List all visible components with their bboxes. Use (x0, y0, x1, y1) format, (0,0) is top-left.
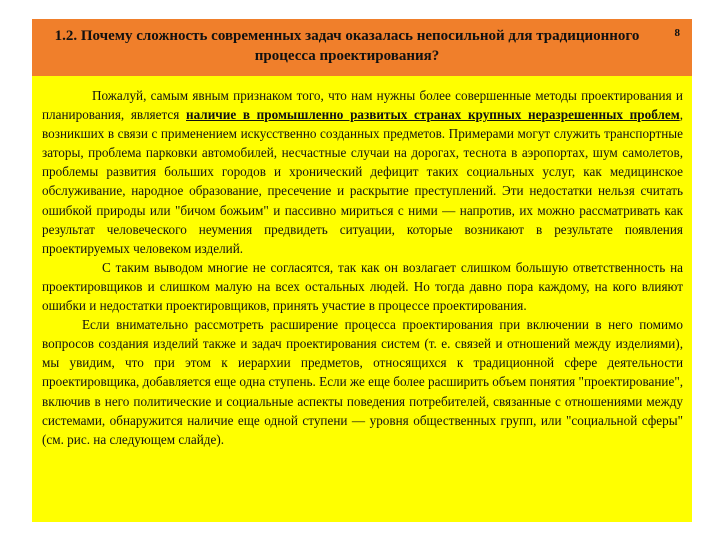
body-text-box (32, 76, 692, 522)
paragraph-1-start: Пожалуй, самым явным признаком того, что нам нужны более совершенные методы проектирования и планирования, является (42, 88, 683, 123)
paragraph-1-end: , возникших в связи с применением искусственно созданных предметов. Примерами могут служить транспортные заторы, проблема парковки автомобилей, несчастные случаи на дорогах, теснота в аэропортах, шум самолетов, проблемы развития больших городов и хронический дефицит таких социальных услуг, как медицинское обслуживание, народное образование, пресечение и раскрытие преступлений. Эти недостатки нельзя считать ошибкой природы или "бичом божьим" и пассивно мириться с ними — напротив, их можно рассматривать как результат человеческого неумения предвидеть ситуации, которые возникают в результате появления проектируемых человеком изделий. (42, 107, 683, 256)
title-bar (32, 19, 692, 76)
paragraph-3: Если внимательно рассмотреть расширение процесса проектирования при включении в него помимо вопросов создания изделий также и задач проектирования систем (т. е. связей и отношений между изделиями), мы увидим, что при этом к иерархии предметов, относящихся к традиционной сфере деятельности проектировщика, добавляется еще одна ступень. Если же еще более расширить объем понятия "проектирование", включив в него политические и социальные аспекты поведения потребителей, связанные с отношениями между системами, обнаружится наличие еще одной ступени — уровня общественных групп, или "социальной сферы" (см. рис. на следующем слайде). (42, 317, 683, 447)
highlighted-phrase: наличие в промышленно развитых странах крупных неразрешенных проблем (186, 107, 680, 123)
slide-title: 1.2. Почему сложность современных задач оказалась непосильной для традиционного процесса проектирования? (54, 28, 640, 64)
page-number: 8 (674, 27, 680, 39)
paragraph-2: С таким выводом многие не согласятся, так как он возлагает слишком большую ответственность на проектировщиков и слишком малую на всех остальных людей. Но тогда давно пора каждому, на кого влияют ошибки и недостатки проектировщиков, принять участие в процессе проектирования. (42, 259, 683, 314)
paragraph-1 (42, 86, 683, 258)
